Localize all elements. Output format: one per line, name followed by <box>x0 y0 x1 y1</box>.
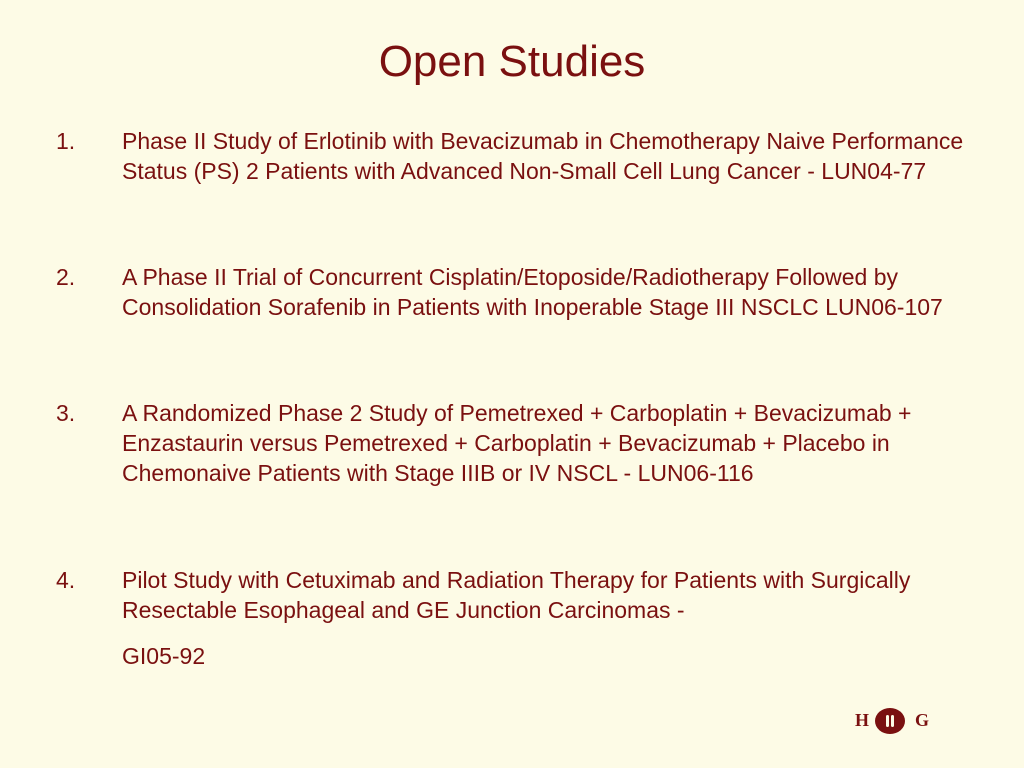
study-number: 4. <box>56 567 76 593</box>
study-title: Pilot Study with Cetuximab and Radiation Therapy for Patients with Surgically Resectable Esophageal and GE Junction Carcinomas - <box>122 567 911 623</box>
hg-logo <box>855 705 935 737</box>
study-item-2 <box>56 262 1016 322</box>
study-number: 1. <box>56 128 76 154</box>
study-item-4 <box>56 565 1016 671</box>
logo-letter-g: G <box>915 710 930 730</box>
study-title-block <box>122 565 1010 671</box>
study-item-1 <box>56 126 1016 186</box>
study-title: A Randomized Phase 2 Study of Pemetrexed + Carboplatin + Bevacizumab + Enzastaurin versus Pemetrexed + Carboplatin + Bevacizumab + Placebo in Chemonaive Patients with Stage IIIB or IV NSCL - LUN06-116 <box>122 400 912 486</box>
study-code: GI05-92 <box>122 643 206 669</box>
study-number: 2. <box>56 264 76 290</box>
study-title: A Phase II Trial of Concurrent Cisplatin/Etoposide/Radiotherapy Followed by Consolidation Sorafenib in Patients with Inoperable Stage III NSCLC LUN06-107 <box>122 264 943 320</box>
study-item-3 <box>56 398 1016 488</box>
study-title: Phase II Study of Erlotinib with Bevacizumab in Chemotherapy Naive Performance Status (PS) 2 Patients with Advanced Non-Small Cell Lung Cancer - LUN04-77 <box>122 128 964 184</box>
hg-logo-icon <box>875 708 905 734</box>
study-number: 3. <box>56 400 76 426</box>
logo-letter-h: H <box>855 710 870 730</box>
slide-title: Open Studies <box>378 37 646 86</box>
